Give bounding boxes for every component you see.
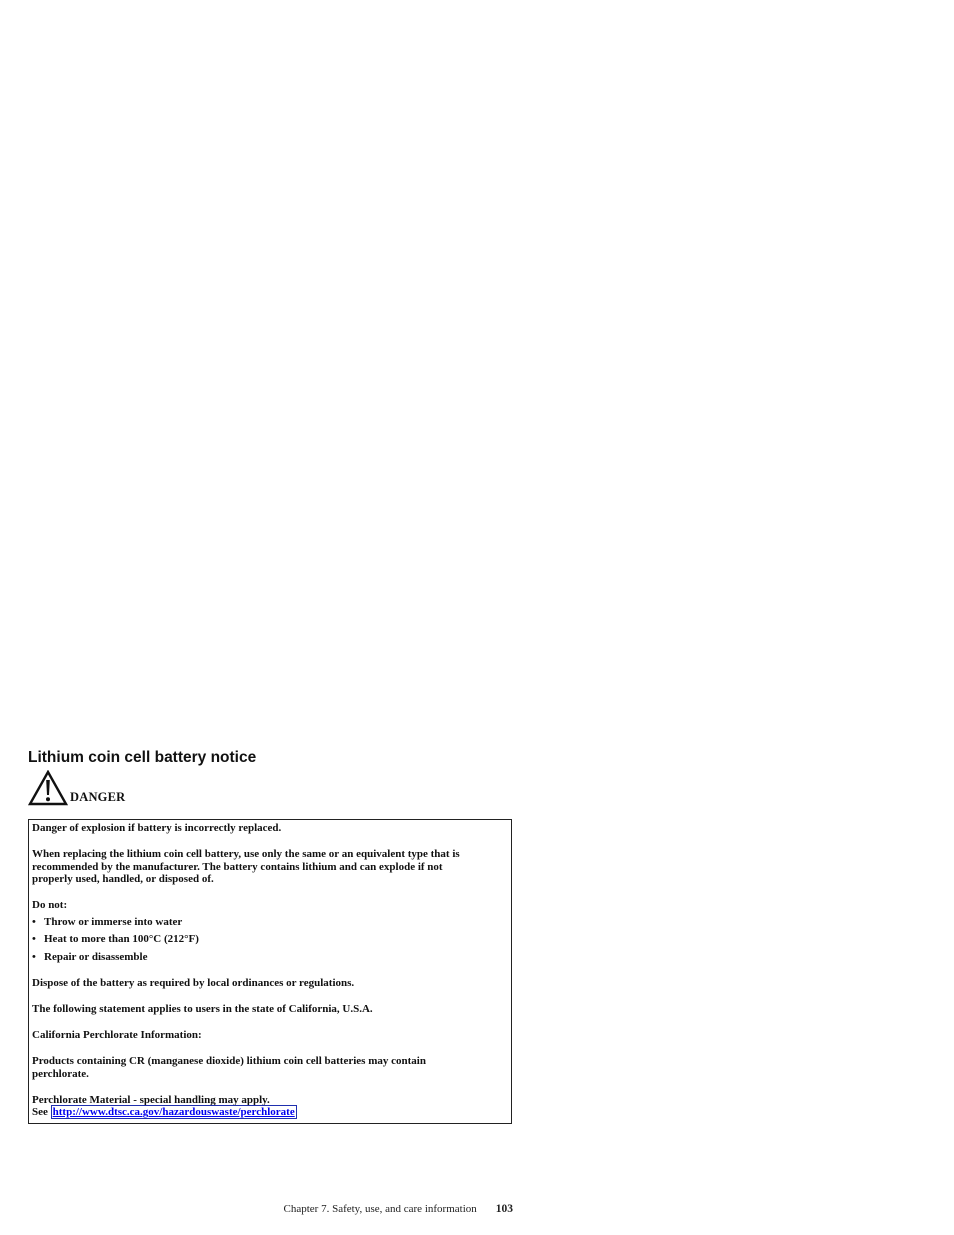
bullet-marker: • bbox=[32, 933, 36, 946]
perchlorate-link[interactable]: http://www.dtsc.ca.gov/hazardouswaste/perchlorate bbox=[52, 1106, 295, 1119]
footer-chapter: Chapter 7. Safety, use, and care information bbox=[283, 1203, 477, 1215]
list-item bbox=[32, 951, 501, 964]
list-item bbox=[32, 916, 501, 929]
list-item-text: Repair or disassemble bbox=[44, 950, 148, 963]
do-not-label: Do not: bbox=[32, 899, 68, 912]
danger-notice-box bbox=[28, 819, 512, 1124]
do-not-list bbox=[32, 916, 501, 963]
danger-heading bbox=[28, 770, 125, 806]
text-line: When replacing the lithium coin cell battery, use only the same or an equivalent type that is bbox=[32, 848, 460, 861]
bullet-marker: • bbox=[32, 950, 36, 963]
warning-triangle-icon bbox=[28, 770, 68, 806]
california-perchlorate-heading: California Perchlorate Information: bbox=[32, 1029, 202, 1042]
text-line: perchlorate. bbox=[32, 1067, 89, 1080]
page-number: 103 bbox=[495, 1203, 513, 1215]
perchlorate-products bbox=[32, 1055, 501, 1080]
perchlorate-material bbox=[32, 1094, 501, 1119]
text-line: Products containing CR (manganese dioxide) lithium coin cell batteries may contain bbox=[32, 1055, 426, 1068]
bullet-marker: • bbox=[32, 915, 36, 928]
danger-label: DANGER bbox=[70, 790, 126, 804]
list-item-text: Throw or immerse into water bbox=[44, 915, 183, 928]
section-title: Lithium coin cell battery notice bbox=[28, 749, 257, 766]
text-line: properly used, handled, or disposed of. bbox=[32, 873, 214, 886]
replacement-instructions bbox=[32, 848, 501, 886]
list-item-text: Heat to more than 100°C (212°F) bbox=[44, 933, 199, 946]
page-footer bbox=[284, 1203, 514, 1215]
text-line: recommended by the manufacturer. The battery contains lithium and can explode if not bbox=[32, 860, 443, 873]
dispose-instruction: Dispose of the battery as required by local ordinances or regulations. bbox=[32, 976, 355, 989]
see-label: See bbox=[32, 1106, 48, 1119]
perchlorate-line: Perchlorate Material - special handling may apply. bbox=[32, 1093, 270, 1106]
explosion-warning: Danger of explosion if battery is incorrectly replaced. bbox=[32, 822, 282, 834]
list-item bbox=[32, 933, 501, 946]
california-statement: The following statement applies to users in the state of California, U.S.A. bbox=[32, 1002, 373, 1015]
